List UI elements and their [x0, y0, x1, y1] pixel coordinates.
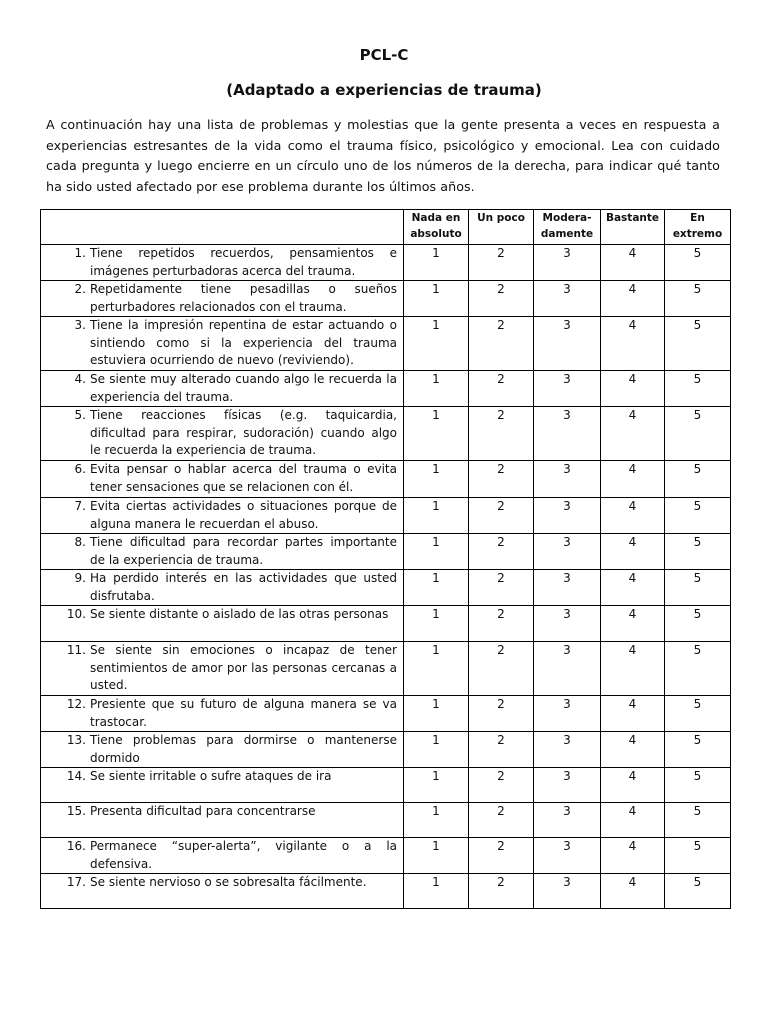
question-number: 6.: [74, 462, 86, 476]
table-row: [41, 317, 731, 371]
question-text: Se siente nervioso o se sobresalta fácilmente.: [90, 875, 367, 889]
question-cell: [41, 696, 404, 732]
rating-option-2[interactable]: 2: [469, 570, 534, 606]
question-cell: [41, 874, 404, 909]
rating-option-1[interactable]: 1: [404, 371, 469, 407]
question-cell: [41, 768, 404, 803]
question-cell: [41, 732, 404, 768]
table-row: [41, 407, 731, 461]
question-number: 8.: [74, 535, 86, 549]
rating-option-1[interactable]: 1: [404, 461, 469, 498]
question-number: 7.: [74, 499, 86, 513]
question-text: Presiente que su futuro de alguna manera se va trastocar.: [90, 697, 397, 729]
rating-option-3[interactable]: 3: [534, 407, 601, 461]
table-row: [41, 803, 731, 838]
rating-option-5[interactable]: 5: [665, 534, 731, 570]
rating-option-3[interactable]: 3: [534, 534, 601, 570]
question-text: Tiene problemas para dormirse o mantenerse dormido: [90, 733, 397, 765]
question-text: Tiene dificultad para recordar partes importante de la experiencia de trauma.: [90, 535, 397, 567]
question-text: Tiene reacciones físicas (e.g. taquicardia, dificultad para respirar, sudoración) cuando algo le recuerda la experiencia de trauma.: [90, 408, 397, 457]
header-en-extremo: En extremo: [665, 210, 731, 245]
question-cell: [41, 371, 404, 407]
rating-option-1[interactable]: 1: [404, 407, 469, 461]
rating-option-5[interactable]: 5: [665, 281, 731, 317]
question-cell: [41, 245, 404, 281]
question-number: 9.: [74, 571, 86, 585]
question-number: 1.: [74, 246, 86, 260]
table-row: [41, 461, 731, 498]
rating-option-4[interactable]: 4: [601, 498, 665, 534]
table-row: [41, 838, 731, 874]
question-cell: [41, 642, 404, 696]
rating-option-2[interactable]: 2: [469, 838, 534, 874]
rating-option-4[interactable]: 4: [601, 732, 665, 768]
rating-option-3[interactable]: 3: [534, 371, 601, 407]
rating-option-4[interactable]: 4: [601, 317, 665, 371]
rating-option-5[interactable]: 5: [665, 768, 731, 803]
rating-option-1[interactable]: 1: [404, 317, 469, 371]
rating-option-5[interactable]: 5: [665, 606, 731, 642]
question-text: Permanece “super-alerta”, vigilante o a la defensiva.: [90, 839, 397, 871]
question-cell: [41, 498, 404, 534]
question-number: 14.: [66, 769, 86, 783]
rating-option-3[interactable]: 3: [534, 768, 601, 803]
rating-option-1[interactable]: 1: [404, 606, 469, 642]
question-text: Presenta dificultad para concentrarse: [90, 804, 316, 818]
rating-option-5[interactable]: 5: [665, 407, 731, 461]
rating-option-4[interactable]: 4: [601, 461, 665, 498]
header-nada: Nada en absoluto: [404, 210, 469, 245]
question-cell: [41, 461, 404, 498]
question-text: Se siente sin emociones o incapaz de tener sentimientos de amor por las personas cercanas a usted.: [90, 643, 397, 692]
rating-option-1[interactable]: 1: [404, 732, 469, 768]
page-subtitle: (Adaptado a experiencias de trauma): [226, 81, 542, 99]
rating-option-3[interactable]: 3: [534, 838, 601, 874]
rating-option-5[interactable]: 5: [665, 732, 731, 768]
question-number: 13.: [66, 733, 86, 747]
rating-option-5[interactable]: 5: [665, 874, 731, 909]
rating-option-2[interactable]: 2: [469, 317, 534, 371]
rating-option-5[interactable]: 5: [665, 245, 731, 281]
header-item-column: [41, 210, 404, 245]
rating-option-2[interactable]: 2: [469, 606, 534, 642]
question-number: 5.: [74, 408, 86, 422]
rating-option-5[interactable]: 5: [665, 498, 731, 534]
rating-option-2[interactable]: 2: [469, 534, 534, 570]
question-number: 4.: [74, 372, 86, 386]
rating-option-5[interactable]: 5: [665, 461, 731, 498]
rating-option-3[interactable]: 3: [534, 245, 601, 281]
rating-option-5[interactable]: 5: [665, 371, 731, 407]
rating-option-5[interactable]: 5: [665, 642, 731, 696]
rating-option-1[interactable]: 1: [404, 838, 469, 874]
rating-option-4[interactable]: 4: [601, 407, 665, 461]
table-row: [41, 281, 731, 317]
question-text: Se siente distante o aislado de las otras personas: [90, 607, 389, 621]
rating-option-4[interactable]: 4: [601, 606, 665, 642]
rating-option-5[interactable]: 5: [665, 696, 731, 732]
question-text: Ha perdido interés en las actividades que usted disfrutaba.: [90, 571, 397, 603]
rating-option-1[interactable]: 1: [404, 696, 469, 732]
rating-option-3[interactable]: 3: [534, 696, 601, 732]
rating-option-2[interactable]: 2: [469, 281, 534, 317]
rating-option-4[interactable]: 4: [601, 696, 665, 732]
rating-option-4[interactable]: 4: [601, 245, 665, 281]
question-cell: [41, 534, 404, 570]
rating-option-4[interactable]: 4: [601, 642, 665, 696]
table-row: [41, 245, 731, 281]
rating-option-2[interactable]: 2: [469, 874, 534, 909]
rating-option-3[interactable]: 3: [534, 461, 601, 498]
rating-option-1[interactable]: 1: [404, 768, 469, 803]
question-cell: [41, 803, 404, 838]
question-number: 16.: [66, 839, 86, 853]
rating-option-2[interactable]: 2: [469, 642, 534, 696]
rating-option-1[interactable]: 1: [404, 570, 469, 606]
rating-option-3[interactable]: 3: [534, 281, 601, 317]
question-number: 15.: [66, 804, 86, 818]
rating-option-2[interactable]: 2: [469, 803, 534, 838]
rating-option-2[interactable]: 2: [469, 696, 534, 732]
instructions-paragraph: A continuación hay una lista de problemas y molestias que la gente presenta a veces en respuesta a experiencias estresantes de la vida como el trauma físico, psicológico y emocional. Lea con cuidado cada pregunta y luego encierre en un círculo uno de los números de la derecha, para indicar qué tanto ha sido usted afectado por ese problema durante los últimos años.: [46, 117, 720, 194]
rating-option-3[interactable]: 3: [534, 606, 601, 642]
question-cell: [41, 606, 404, 642]
table-row: [41, 570, 731, 606]
rating-option-1[interactable]: 1: [404, 803, 469, 838]
rating-option-3[interactable]: 3: [534, 732, 601, 768]
rating-option-1[interactable]: 1: [404, 874, 469, 909]
rating-option-1[interactable]: 1: [404, 642, 469, 696]
question-number: 12.: [66, 697, 86, 711]
rating-option-3[interactable]: 3: [534, 642, 601, 696]
question-cell: [41, 281, 404, 317]
rating-option-4[interactable]: 4: [601, 838, 665, 874]
rating-option-4[interactable]: 4: [601, 371, 665, 407]
question-text: Evita pensar o hablar acerca del trauma o evita tener sensaciones que se relacionen con él.: [90, 462, 397, 494]
rating-option-4[interactable]: 4: [601, 874, 665, 909]
question-text: Se siente muy alterado cuando algo le recuerda la experiencia del trauma.: [90, 372, 397, 404]
header-bastante: Bastante: [601, 210, 665, 245]
question-text: Tiene repetidos recuerdos, pensamientos e imágenes perturbadoras acerca del trauma.: [90, 246, 397, 278]
rating-option-2[interactable]: 2: [469, 461, 534, 498]
table-row: [41, 534, 731, 570]
rating-option-2[interactable]: 2: [469, 498, 534, 534]
rating-option-3[interactable]: 3: [534, 498, 601, 534]
header-un-poco: Un poco: [469, 210, 534, 245]
question-number: 17.: [66, 875, 86, 889]
rating-option-5[interactable]: 5: [665, 317, 731, 371]
rating-option-3[interactable]: 3: [534, 803, 601, 838]
rating-option-4[interactable]: 4: [601, 281, 665, 317]
question-cell: [41, 407, 404, 461]
rating-option-1[interactable]: 1: [404, 281, 469, 317]
question-text: Se siente irritable o sufre ataques de ira: [90, 769, 332, 783]
question-number: 10.: [66, 607, 86, 621]
table-row: [41, 371, 731, 407]
question-text: Tiene la impresión repentina de estar actuando o sintiendo como si la experiencia del trauma estuviera ocurriendo de nuevo (reviviendo).: [90, 318, 397, 367]
rating-option-4[interactable]: 4: [601, 803, 665, 838]
header-moderadamente: Modera-damente: [534, 210, 601, 245]
rating-option-5[interactable]: 5: [665, 803, 731, 838]
table-row: [41, 874, 731, 909]
rating-option-2[interactable]: 2: [469, 407, 534, 461]
question-cell: [41, 317, 404, 371]
rating-option-2[interactable]: 2: [469, 371, 534, 407]
rating-option-3[interactable]: 3: [534, 570, 601, 606]
rating-option-1[interactable]: 1: [404, 245, 469, 281]
question-number: 3.: [74, 318, 86, 332]
rating-option-2[interactable]: 2: [469, 245, 534, 281]
table-header-row: [41, 210, 731, 245]
questionnaire-table: [40, 209, 731, 909]
question-text: Evita ciertas actividades o situaciones porque de alguna manera le recuerdan el abuso.: [90, 499, 397, 531]
table-row: [41, 732, 731, 768]
page-title: PCL-C: [359, 46, 409, 64]
rating-option-1[interactable]: 1: [404, 498, 469, 534]
question-cell: [41, 570, 404, 606]
question-text: Repetidamente tiene pesadillas o sueños perturbadores relacionados con el trauma.: [90, 282, 397, 314]
table-row: [41, 696, 731, 732]
table-row: [41, 498, 731, 534]
rating-option-4[interactable]: 4: [601, 768, 665, 803]
table-row: [41, 606, 731, 642]
question-number: 2.: [74, 282, 86, 296]
rating-option-3[interactable]: 3: [534, 317, 601, 371]
question-number: 11.: [66, 643, 86, 657]
rating-option-5[interactable]: 5: [665, 838, 731, 874]
rating-option-3[interactable]: 3: [534, 874, 601, 909]
table-row: [41, 768, 731, 803]
rating-option-2[interactable]: 2: [469, 768, 534, 803]
rating-option-1[interactable]: 1: [404, 534, 469, 570]
rating-option-4[interactable]: 4: [601, 534, 665, 570]
rating-option-2[interactable]: 2: [469, 732, 534, 768]
rating-option-4[interactable]: 4: [601, 570, 665, 606]
table-row: [41, 642, 731, 696]
question-cell: [41, 838, 404, 874]
rating-option-5[interactable]: 5: [665, 570, 731, 606]
